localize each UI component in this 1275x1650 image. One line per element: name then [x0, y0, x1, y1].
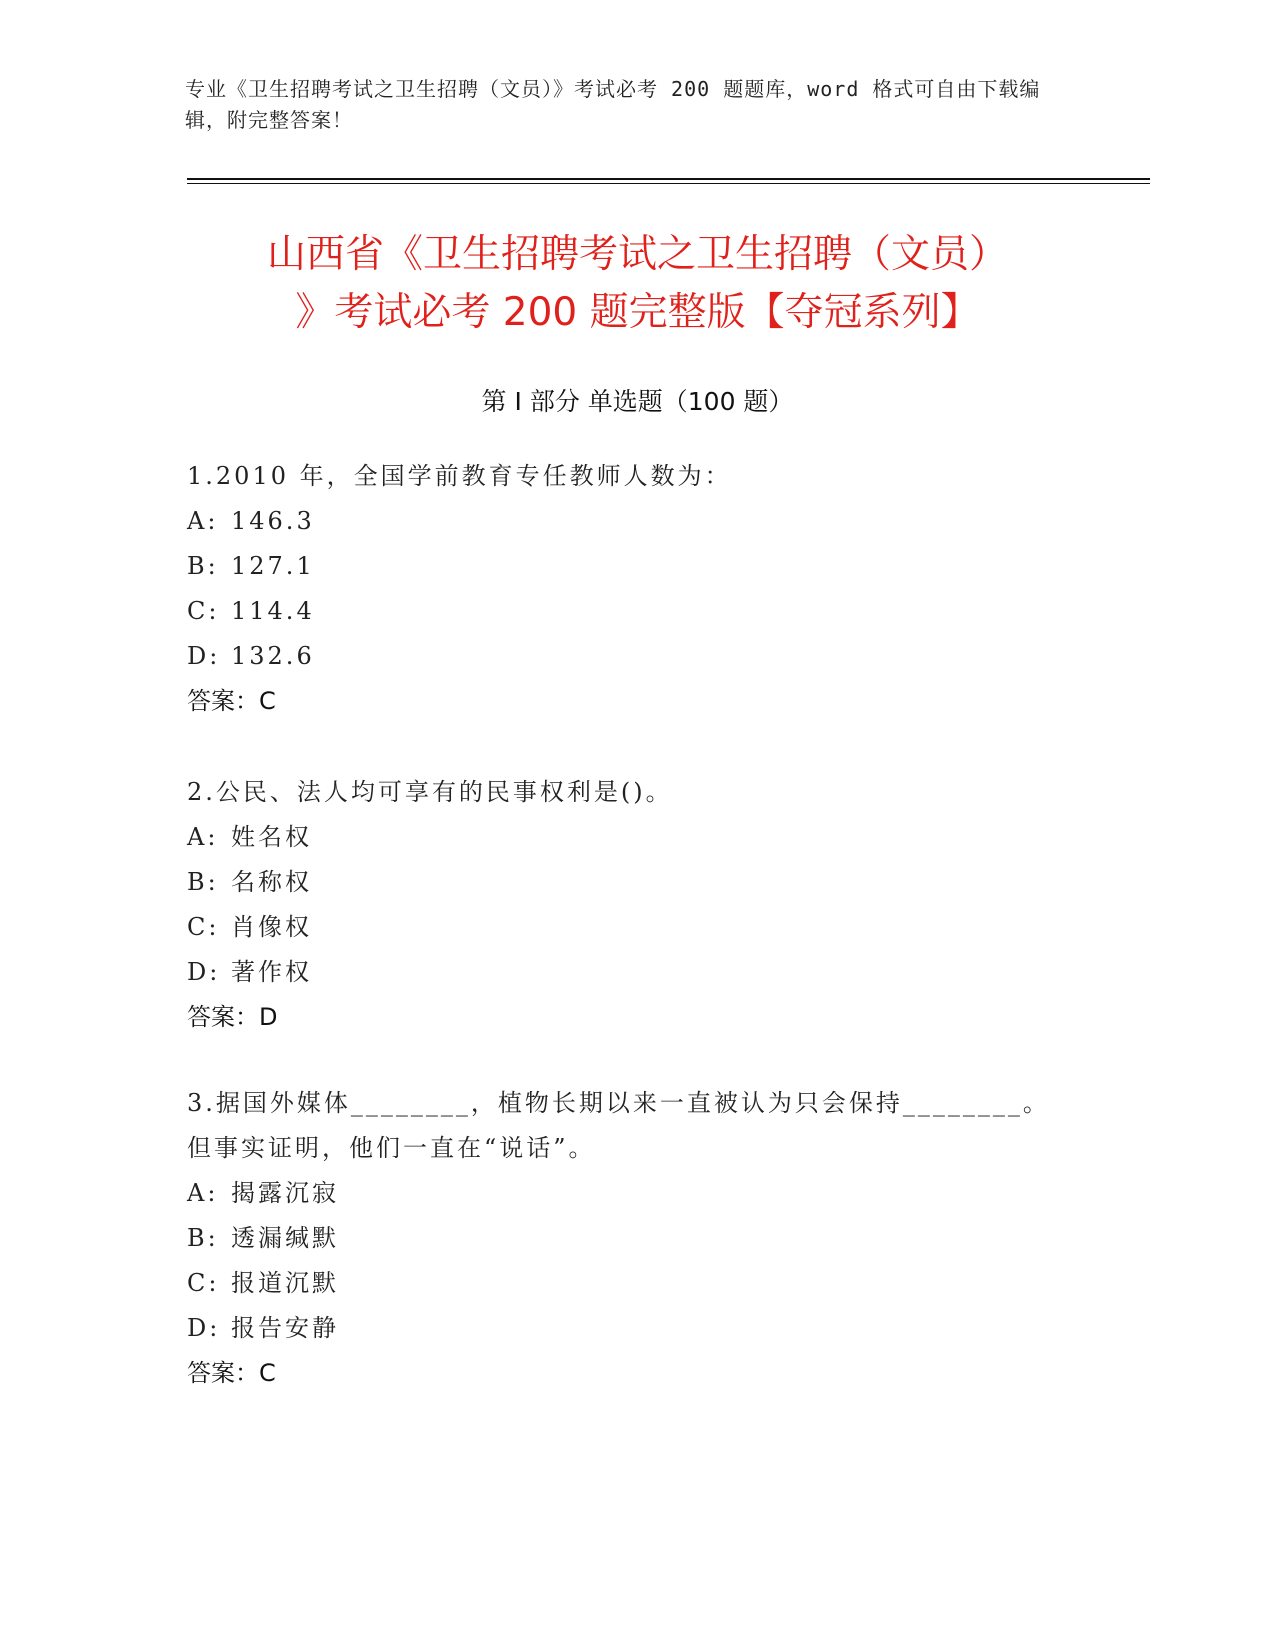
option-text: 132.6 — [231, 642, 315, 670]
question-2 — [187, 770, 1067, 1040]
document-title — [150, 226, 1125, 342]
option-letter: D: — [187, 958, 221, 986]
option-letter: C: — [187, 913, 220, 941]
option-letter: A: — [187, 1179, 219, 1207]
option-letter: C: — [187, 597, 220, 625]
option-letter: A: — [187, 507, 219, 535]
option-letter: B: — [187, 1224, 219, 1252]
option-d — [187, 950, 1067, 995]
option-text: 114.4 — [231, 597, 315, 625]
option-a — [187, 1171, 1067, 1216]
option-text: 名称权 — [231, 868, 312, 896]
answer-line: 答案：D — [187, 1003, 278, 1031]
answer-line: 答案：C — [187, 687, 276, 715]
option-letter: B: — [187, 868, 219, 896]
option-text: 报告安静 — [231, 1314, 339, 1342]
option-d — [187, 634, 1067, 679]
option-c — [187, 1261, 1067, 1306]
option-text: 著作权 — [231, 958, 312, 986]
option-text: 揭露沉寂 — [231, 1179, 339, 1207]
option-text: 姓名权 — [231, 823, 312, 851]
option-text: 127.1 — [231, 552, 315, 580]
question-stem: 1.2010 年，全国学前教育专任教师人数为： — [187, 462, 732, 490]
option-b — [187, 1216, 1067, 1261]
option-text: 透漏缄默 — [231, 1224, 339, 1252]
option-a — [187, 499, 1067, 544]
option-text: 报道沉默 — [231, 1269, 339, 1297]
option-c — [187, 905, 1067, 950]
header-divider — [187, 178, 1150, 180]
option-letter: C: — [187, 1269, 220, 1297]
question-stem: 2.公民、法人均可享有的民事权利是()。 — [187, 778, 673, 806]
option-b — [187, 860, 1067, 905]
option-letter: D: — [187, 1314, 221, 1342]
option-letter: D: — [187, 642, 221, 670]
option-letter: A: — [187, 823, 219, 851]
option-letter: B: — [187, 552, 219, 580]
section-heading: 第 I 部分 单选题（100 题） — [481, 387, 794, 416]
option-text: 146.3 — [231, 507, 315, 535]
option-text: 肖像权 — [231, 913, 312, 941]
option-d — [187, 1306, 1067, 1351]
document-title-line-1: 山西省《卫生招聘考试之卫生招聘（文员） — [266, 232, 1008, 277]
document-title-line-2: 》考试必考 200 题完整版【夺冠系列】 — [295, 290, 980, 335]
question-stem: 3.据国外媒体________，植物长期以来一直被认为只会保持________。但事实证明，他们一直在“说话”。 — [187, 1089, 1050, 1162]
answer-line: 答案：C — [187, 1359, 276, 1387]
option-c — [187, 589, 1067, 634]
question-1 — [187, 454, 1067, 724]
option-b — [187, 544, 1067, 589]
question-3 — [187, 1081, 1067, 1396]
header-note: 专业《卫生招聘考试之卫生招聘（文员）》考试必考 200 题题库，word 格式可自由下载编辑，附完整答案！ — [185, 77, 1041, 132]
header-divider-thin — [187, 183, 1150, 184]
option-a — [187, 815, 1067, 860]
